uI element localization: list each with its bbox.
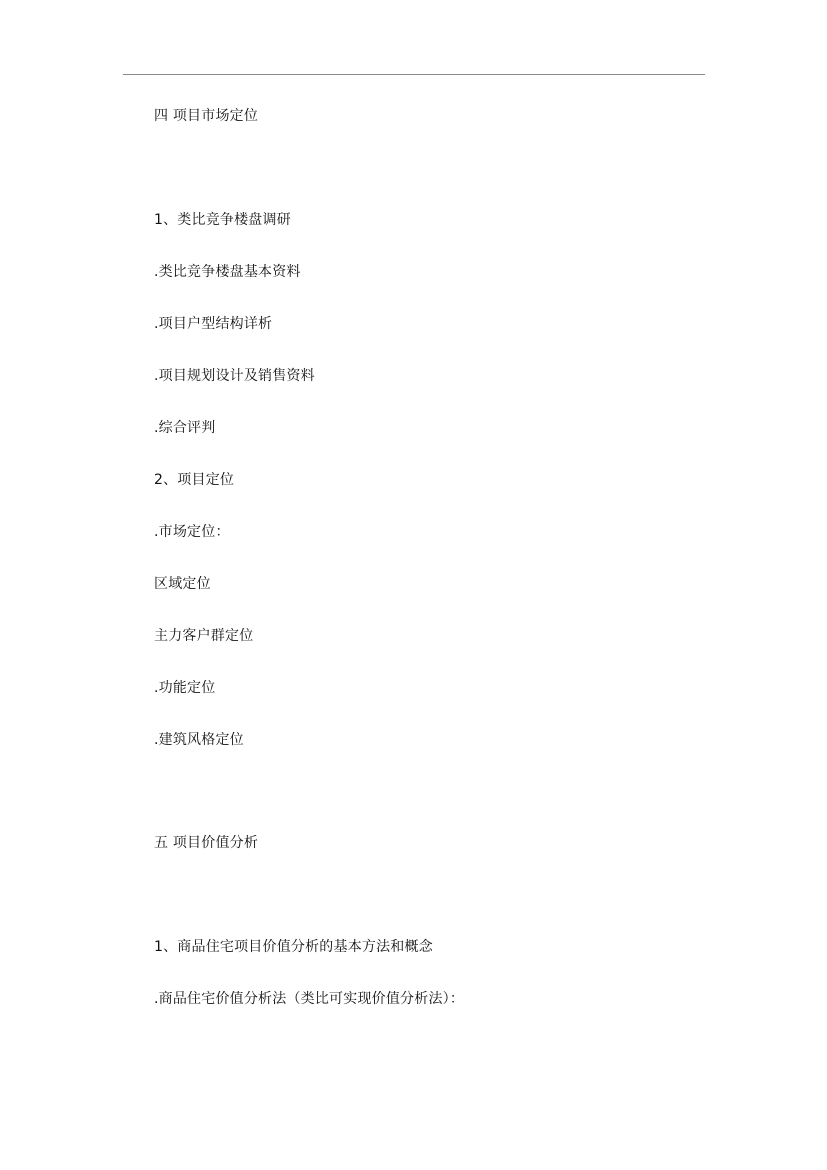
list-item-planning-design-sales-data: .项目规划设计及销售资料 — [154, 368, 315, 384]
subsection-competitor-research: 1、类比竞争楼盘调研 — [154, 212, 291, 228]
subsection-value-analysis-methods: 1、商品住宅项目价值分析的基本方法和概念 — [154, 939, 433, 955]
section-heading-market-positioning: 四 项目市场定位 — [154, 108, 259, 124]
section-heading-value-analysis: 五 项目价值分析 — [154, 835, 259, 851]
header-divider — [123, 74, 705, 75]
list-item-unit-structure-analysis: .项目户型结构详析 — [154, 316, 273, 332]
list-item-competitor-basic-info: .类比竞争楼盘基本资料 — [154, 264, 301, 280]
list-item-architectural-style-positioning: .建筑风格定位 — [154, 732, 244, 748]
list-item-main-customer-positioning: 主力客户群定位 — [154, 628, 254, 644]
subsection-project-positioning: 2、项目定位 — [154, 472, 235, 488]
list-item-functional-positioning: .功能定位 — [154, 680, 216, 696]
list-item-housing-value-analysis-method: .商品住宅价值分析法（类比可实现价值分析法）： — [154, 991, 465, 1007]
list-item-comprehensive-evaluation: .综合评判 — [154, 420, 216, 436]
list-item-regional-positioning: 区域定位 — [154, 576, 211, 592]
list-item-market-positioning: .市场定位： — [154, 524, 230, 540]
